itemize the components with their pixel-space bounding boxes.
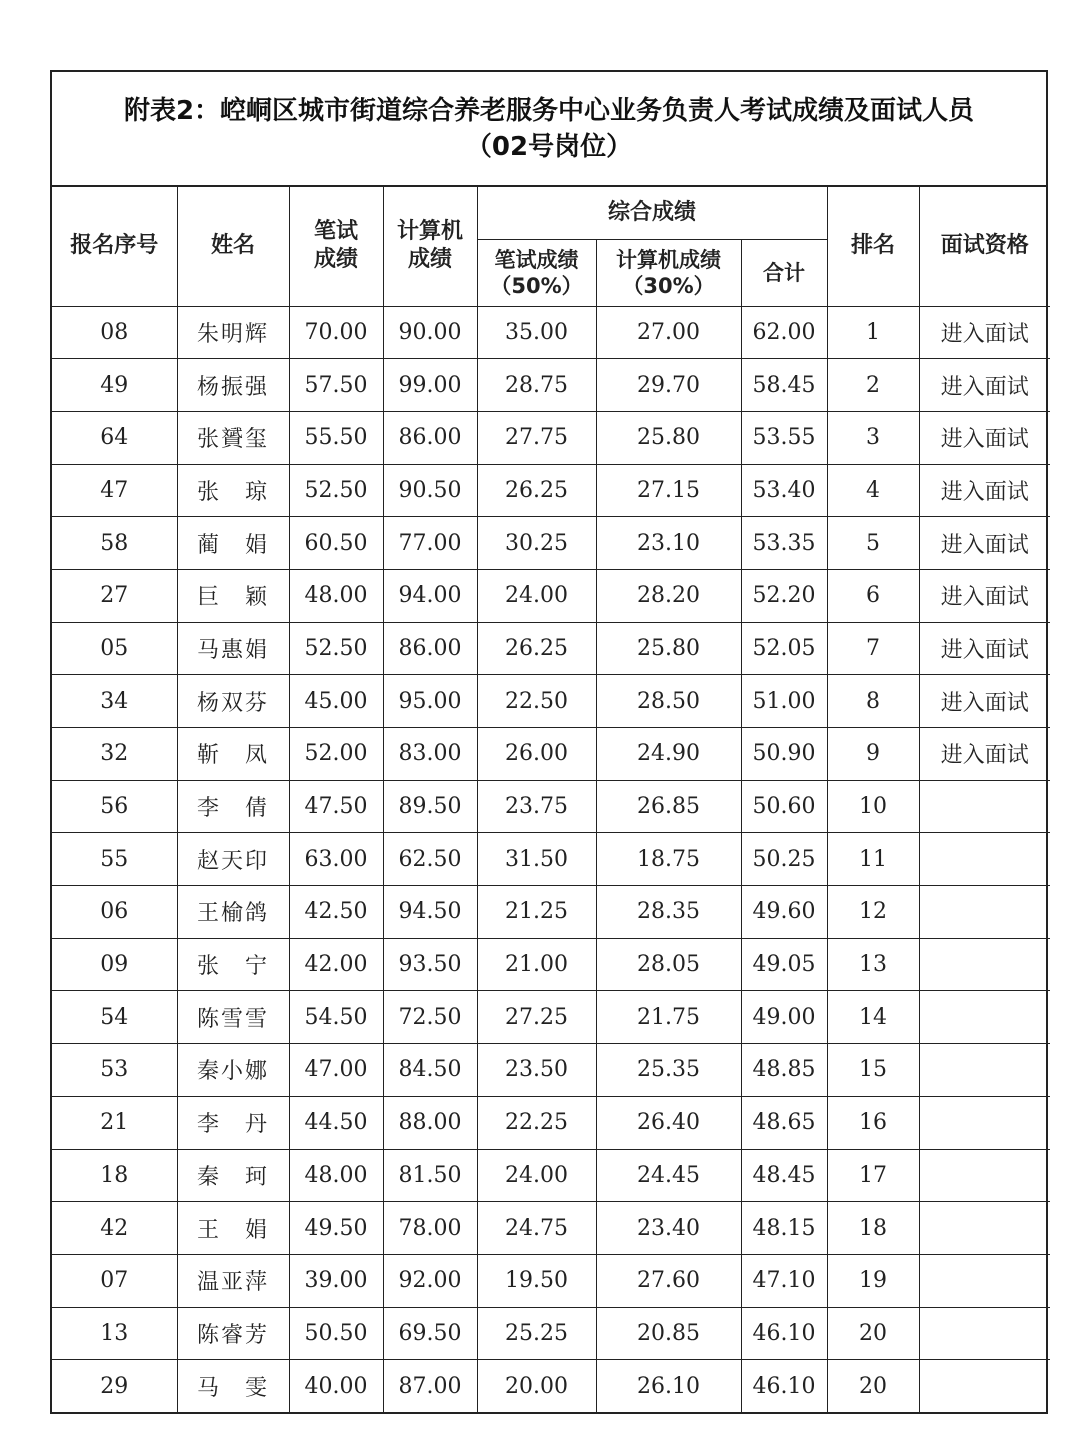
written-weighted-cell: 19.50	[477, 1254, 596, 1307]
computer-weighted-cell: 26.85	[596, 780, 741, 833]
table-row	[52, 359, 1050, 412]
title-line-1: 附表2：崆峒区城市街道综合养老服务中心业务负责人考试成绩及面试人员	[123, 95, 975, 126]
interview-cell	[919, 1149, 1050, 1202]
computer-cell: 87.00	[383, 1360, 477, 1412]
reg-no-cell: 42	[52, 1202, 177, 1255]
written-weighted-cell: 30.25	[477, 517, 596, 570]
computer-weighted-cell: 23.10	[596, 517, 741, 570]
table-row	[52, 1360, 1050, 1412]
reg-no-cell: 58	[52, 517, 177, 570]
header-written: 笔试 成绩	[289, 187, 383, 306]
total-cell: 53.55	[741, 411, 827, 464]
computer-weighted-cell: 27.00	[596, 306, 741, 359]
reg-no-cell: 49	[52, 359, 177, 412]
computer-cell: 99.00	[383, 359, 477, 412]
rank-cell: 9	[827, 728, 919, 781]
written-cell: 44.50	[289, 1096, 383, 1149]
score-sheet	[50, 70, 1048, 1414]
computer-weighted-cell: 27.60	[596, 1254, 741, 1307]
computer-weighted-cell: 25.80	[596, 622, 741, 675]
interview-cell: 进入面试	[919, 306, 1050, 359]
computer-cell: 94.00	[383, 569, 477, 622]
name-cell: 张贇玺	[177, 411, 289, 464]
rank-cell: 13	[827, 938, 919, 991]
rank-cell: 20	[827, 1307, 919, 1360]
total-cell: 50.25	[741, 833, 827, 886]
reg-no-cell: 21	[52, 1096, 177, 1149]
total-cell: 50.90	[741, 728, 827, 781]
interview-cell: 进入面试	[919, 728, 1050, 781]
reg-no-cell: 05	[52, 622, 177, 675]
total-cell: 58.45	[741, 359, 827, 412]
header-computer-weighted: 计算机成绩 （30%）	[596, 239, 741, 306]
name-cell: 秦 珂	[177, 1149, 289, 1202]
name-cell: 陈睿芳	[177, 1307, 289, 1360]
interview-cell	[919, 1096, 1050, 1149]
reg-no-cell: 09	[52, 938, 177, 991]
computer-weighted-cell: 20.85	[596, 1307, 741, 1360]
written-cell: 47.00	[289, 1044, 383, 1097]
written-weighted-cell: 20.00	[477, 1360, 596, 1412]
computer-weighted-cell: 24.45	[596, 1149, 741, 1202]
rank-cell: 6	[827, 569, 919, 622]
computer-cell: 93.50	[383, 938, 477, 991]
computer-cell: 94.50	[383, 886, 477, 939]
name-cell: 朱明辉	[177, 306, 289, 359]
computer-weighted-cell: 28.50	[596, 675, 741, 728]
header-composite: 综合成绩	[477, 187, 827, 239]
table-row	[52, 411, 1050, 464]
name-cell: 马惠娟	[177, 622, 289, 675]
reg-no-cell: 64	[52, 411, 177, 464]
total-cell: 46.10	[741, 1360, 827, 1412]
written-weighted-cell: 22.25	[477, 1096, 596, 1149]
interview-cell	[919, 1202, 1050, 1255]
written-cell: 40.00	[289, 1360, 383, 1412]
reg-no-cell: 54	[52, 991, 177, 1044]
document-title	[52, 72, 1046, 187]
reg-no-cell: 27	[52, 569, 177, 622]
title-line-2: （02号岗位）	[465, 131, 633, 162]
header-name: 姓名	[177, 187, 289, 306]
interview-cell	[919, 1254, 1050, 1307]
computer-cell: 86.00	[383, 622, 477, 675]
written-weighted-cell: 23.50	[477, 1044, 596, 1097]
table-row	[52, 675, 1050, 728]
rank-cell: 7	[827, 622, 919, 675]
reg-no-cell: 06	[52, 886, 177, 939]
computer-cell: 83.00	[383, 728, 477, 781]
interview-cell: 进入面试	[919, 359, 1050, 412]
written-cell: 42.50	[289, 886, 383, 939]
rank-cell: 11	[827, 833, 919, 886]
written-weighted-cell: 21.25	[477, 886, 596, 939]
reg-no-cell: 47	[52, 464, 177, 517]
total-cell: 49.60	[741, 886, 827, 939]
interview-cell	[919, 780, 1050, 833]
written-cell: 52.50	[289, 464, 383, 517]
table-row	[52, 622, 1050, 675]
total-cell: 52.20	[741, 569, 827, 622]
table-row	[52, 728, 1050, 781]
computer-weighted-cell: 25.80	[596, 411, 741, 464]
table-row	[52, 1044, 1050, 1097]
written-cell: 52.00	[289, 728, 383, 781]
name-cell: 杨振强	[177, 359, 289, 412]
total-cell: 48.45	[741, 1149, 827, 1202]
interview-cell	[919, 1360, 1050, 1412]
rank-cell: 2	[827, 359, 919, 412]
total-cell: 50.60	[741, 780, 827, 833]
computer-weighted-cell: 18.75	[596, 833, 741, 886]
computer-cell: 88.00	[383, 1096, 477, 1149]
computer-weighted-cell: 25.35	[596, 1044, 741, 1097]
table-row	[52, 1307, 1050, 1360]
interview-cell	[919, 938, 1050, 991]
rank-cell: 10	[827, 780, 919, 833]
computer-weighted-cell: 27.15	[596, 464, 741, 517]
written-cell: 57.50	[289, 359, 383, 412]
written-cell: 55.50	[289, 411, 383, 464]
interview-cell: 进入面试	[919, 675, 1050, 728]
table-row	[52, 1254, 1050, 1307]
written-weighted-cell: 24.00	[477, 569, 596, 622]
written-weighted-cell: 22.50	[477, 675, 596, 728]
total-cell: 46.10	[741, 1307, 827, 1360]
written-weighted-cell: 23.75	[477, 780, 596, 833]
rank-cell: 3	[827, 411, 919, 464]
reg-no-cell: 53	[52, 1044, 177, 1097]
rank-cell: 14	[827, 991, 919, 1044]
computer-cell: 95.00	[383, 675, 477, 728]
rank-cell: 4	[827, 464, 919, 517]
header-reg-no: 报名序号	[52, 187, 177, 306]
table-row	[52, 991, 1050, 1044]
interview-cell	[919, 886, 1050, 939]
written-cell: 39.00	[289, 1254, 383, 1307]
written-weighted-cell: 27.25	[477, 991, 596, 1044]
written-cell: 45.00	[289, 675, 383, 728]
total-cell: 52.05	[741, 622, 827, 675]
name-cell: 温亚萍	[177, 1254, 289, 1307]
written-cell: 42.00	[289, 938, 383, 991]
table-row	[52, 1149, 1050, 1202]
interview-cell: 进入面试	[919, 622, 1050, 675]
total-cell: 49.05	[741, 938, 827, 991]
header-interview: 面试资格	[919, 187, 1050, 306]
name-cell: 张 宁	[177, 938, 289, 991]
rank-cell: 15	[827, 1044, 919, 1097]
name-cell: 陈雪雪	[177, 991, 289, 1044]
written-weighted-cell: 28.75	[477, 359, 596, 412]
written-cell: 48.00	[289, 1149, 383, 1202]
total-cell: 48.65	[741, 1096, 827, 1149]
rank-cell: 5	[827, 517, 919, 570]
computer-cell: 78.00	[383, 1202, 477, 1255]
table-row	[52, 938, 1050, 991]
name-cell: 李 丹	[177, 1096, 289, 1149]
computer-weighted-cell: 28.05	[596, 938, 741, 991]
interview-cell: 进入面试	[919, 517, 1050, 570]
total-cell: 51.00	[741, 675, 827, 728]
written-weighted-cell: 24.00	[477, 1149, 596, 1202]
interview-cell: 进入面试	[919, 411, 1050, 464]
table-row	[52, 1202, 1050, 1255]
computer-cell: 90.00	[383, 306, 477, 359]
score-table	[52, 187, 1050, 1412]
reg-no-cell: 18	[52, 1149, 177, 1202]
written-weighted-cell: 26.00	[477, 728, 596, 781]
computer-weighted-cell: 23.40	[596, 1202, 741, 1255]
written-cell: 60.50	[289, 517, 383, 570]
total-cell: 48.15	[741, 1202, 827, 1255]
interview-cell	[919, 991, 1050, 1044]
reg-no-cell: 55	[52, 833, 177, 886]
computer-cell: 62.50	[383, 833, 477, 886]
computer-weighted-cell: 29.70	[596, 359, 741, 412]
written-weighted-cell: 31.50	[477, 833, 596, 886]
computer-weighted-cell: 26.10	[596, 1360, 741, 1412]
name-cell: 赵天印	[177, 833, 289, 886]
written-cell: 50.50	[289, 1307, 383, 1360]
name-cell: 张 琼	[177, 464, 289, 517]
rank-cell: 17	[827, 1149, 919, 1202]
header-rank: 排名	[827, 187, 919, 306]
written-weighted-cell: 25.25	[477, 1307, 596, 1360]
computer-weighted-cell: 21.75	[596, 991, 741, 1044]
written-cell: 47.50	[289, 780, 383, 833]
header-written-weighted: 笔试成绩 （50%）	[477, 239, 596, 306]
total-cell: 53.40	[741, 464, 827, 517]
written-weighted-cell: 27.75	[477, 411, 596, 464]
table-row	[52, 517, 1050, 570]
computer-weighted-cell: 28.35	[596, 886, 741, 939]
computer-cell: 81.50	[383, 1149, 477, 1202]
total-cell: 47.10	[741, 1254, 827, 1307]
written-cell: 70.00	[289, 306, 383, 359]
written-weighted-cell: 24.75	[477, 1202, 596, 1255]
name-cell: 马 雯	[177, 1360, 289, 1412]
interview-cell	[919, 1307, 1050, 1360]
written-weighted-cell: 26.25	[477, 464, 596, 517]
written-weighted-cell: 35.00	[477, 306, 596, 359]
total-cell: 53.35	[741, 517, 827, 570]
table-row	[52, 780, 1050, 833]
total-cell: 62.00	[741, 306, 827, 359]
name-cell: 秦小娜	[177, 1044, 289, 1097]
interview-cell	[919, 833, 1050, 886]
reg-no-cell: 08	[52, 306, 177, 359]
name-cell: 杨双芬	[177, 675, 289, 728]
total-cell: 49.00	[741, 991, 827, 1044]
written-cell: 54.50	[289, 991, 383, 1044]
name-cell: 李 倩	[177, 780, 289, 833]
computer-cell: 77.00	[383, 517, 477, 570]
reg-no-cell: 07	[52, 1254, 177, 1307]
table-row	[52, 833, 1050, 886]
computer-cell: 92.00	[383, 1254, 477, 1307]
interview-cell: 进入面试	[919, 569, 1050, 622]
reg-no-cell: 13	[52, 1307, 177, 1360]
reg-no-cell: 29	[52, 1360, 177, 1412]
rank-cell: 1	[827, 306, 919, 359]
total-cell: 48.85	[741, 1044, 827, 1097]
computer-cell: 84.50	[383, 1044, 477, 1097]
table-row	[52, 306, 1050, 359]
name-cell: 王榆鸽	[177, 886, 289, 939]
computer-cell: 69.50	[383, 1307, 477, 1360]
interview-cell	[919, 1044, 1050, 1097]
rank-cell: 19	[827, 1254, 919, 1307]
computer-cell: 90.50	[383, 464, 477, 517]
reg-no-cell: 56	[52, 780, 177, 833]
computer-weighted-cell: 24.90	[596, 728, 741, 781]
computer-cell: 89.50	[383, 780, 477, 833]
table-row	[52, 1096, 1050, 1149]
interview-cell: 进入面试	[919, 464, 1050, 517]
header-computer: 计算机 成绩	[383, 187, 477, 306]
rank-cell: 18	[827, 1202, 919, 1255]
written-cell: 49.50	[289, 1202, 383, 1255]
name-cell: 王 娟	[177, 1202, 289, 1255]
reg-no-cell: 32	[52, 728, 177, 781]
rank-cell: 16	[827, 1096, 919, 1149]
score-rows	[52, 306, 1050, 1412]
written-weighted-cell: 21.00	[477, 938, 596, 991]
written-cell: 48.00	[289, 569, 383, 622]
computer-weighted-cell: 26.40	[596, 1096, 741, 1149]
reg-no-cell: 34	[52, 675, 177, 728]
table-row	[52, 886, 1050, 939]
computer-cell: 86.00	[383, 411, 477, 464]
rank-cell: 12	[827, 886, 919, 939]
table-row	[52, 464, 1050, 517]
name-cell: 靳 凤	[177, 728, 289, 781]
rank-cell: 20	[827, 1360, 919, 1412]
rank-cell: 8	[827, 675, 919, 728]
table-row	[52, 569, 1050, 622]
computer-cell: 72.50	[383, 991, 477, 1044]
name-cell: 蔺 娟	[177, 517, 289, 570]
name-cell: 巨 颖	[177, 569, 289, 622]
header-total: 合计	[741, 239, 827, 306]
written-weighted-cell: 26.25	[477, 622, 596, 675]
computer-weighted-cell: 28.20	[596, 569, 741, 622]
written-cell: 52.50	[289, 622, 383, 675]
written-cell: 63.00	[289, 833, 383, 886]
